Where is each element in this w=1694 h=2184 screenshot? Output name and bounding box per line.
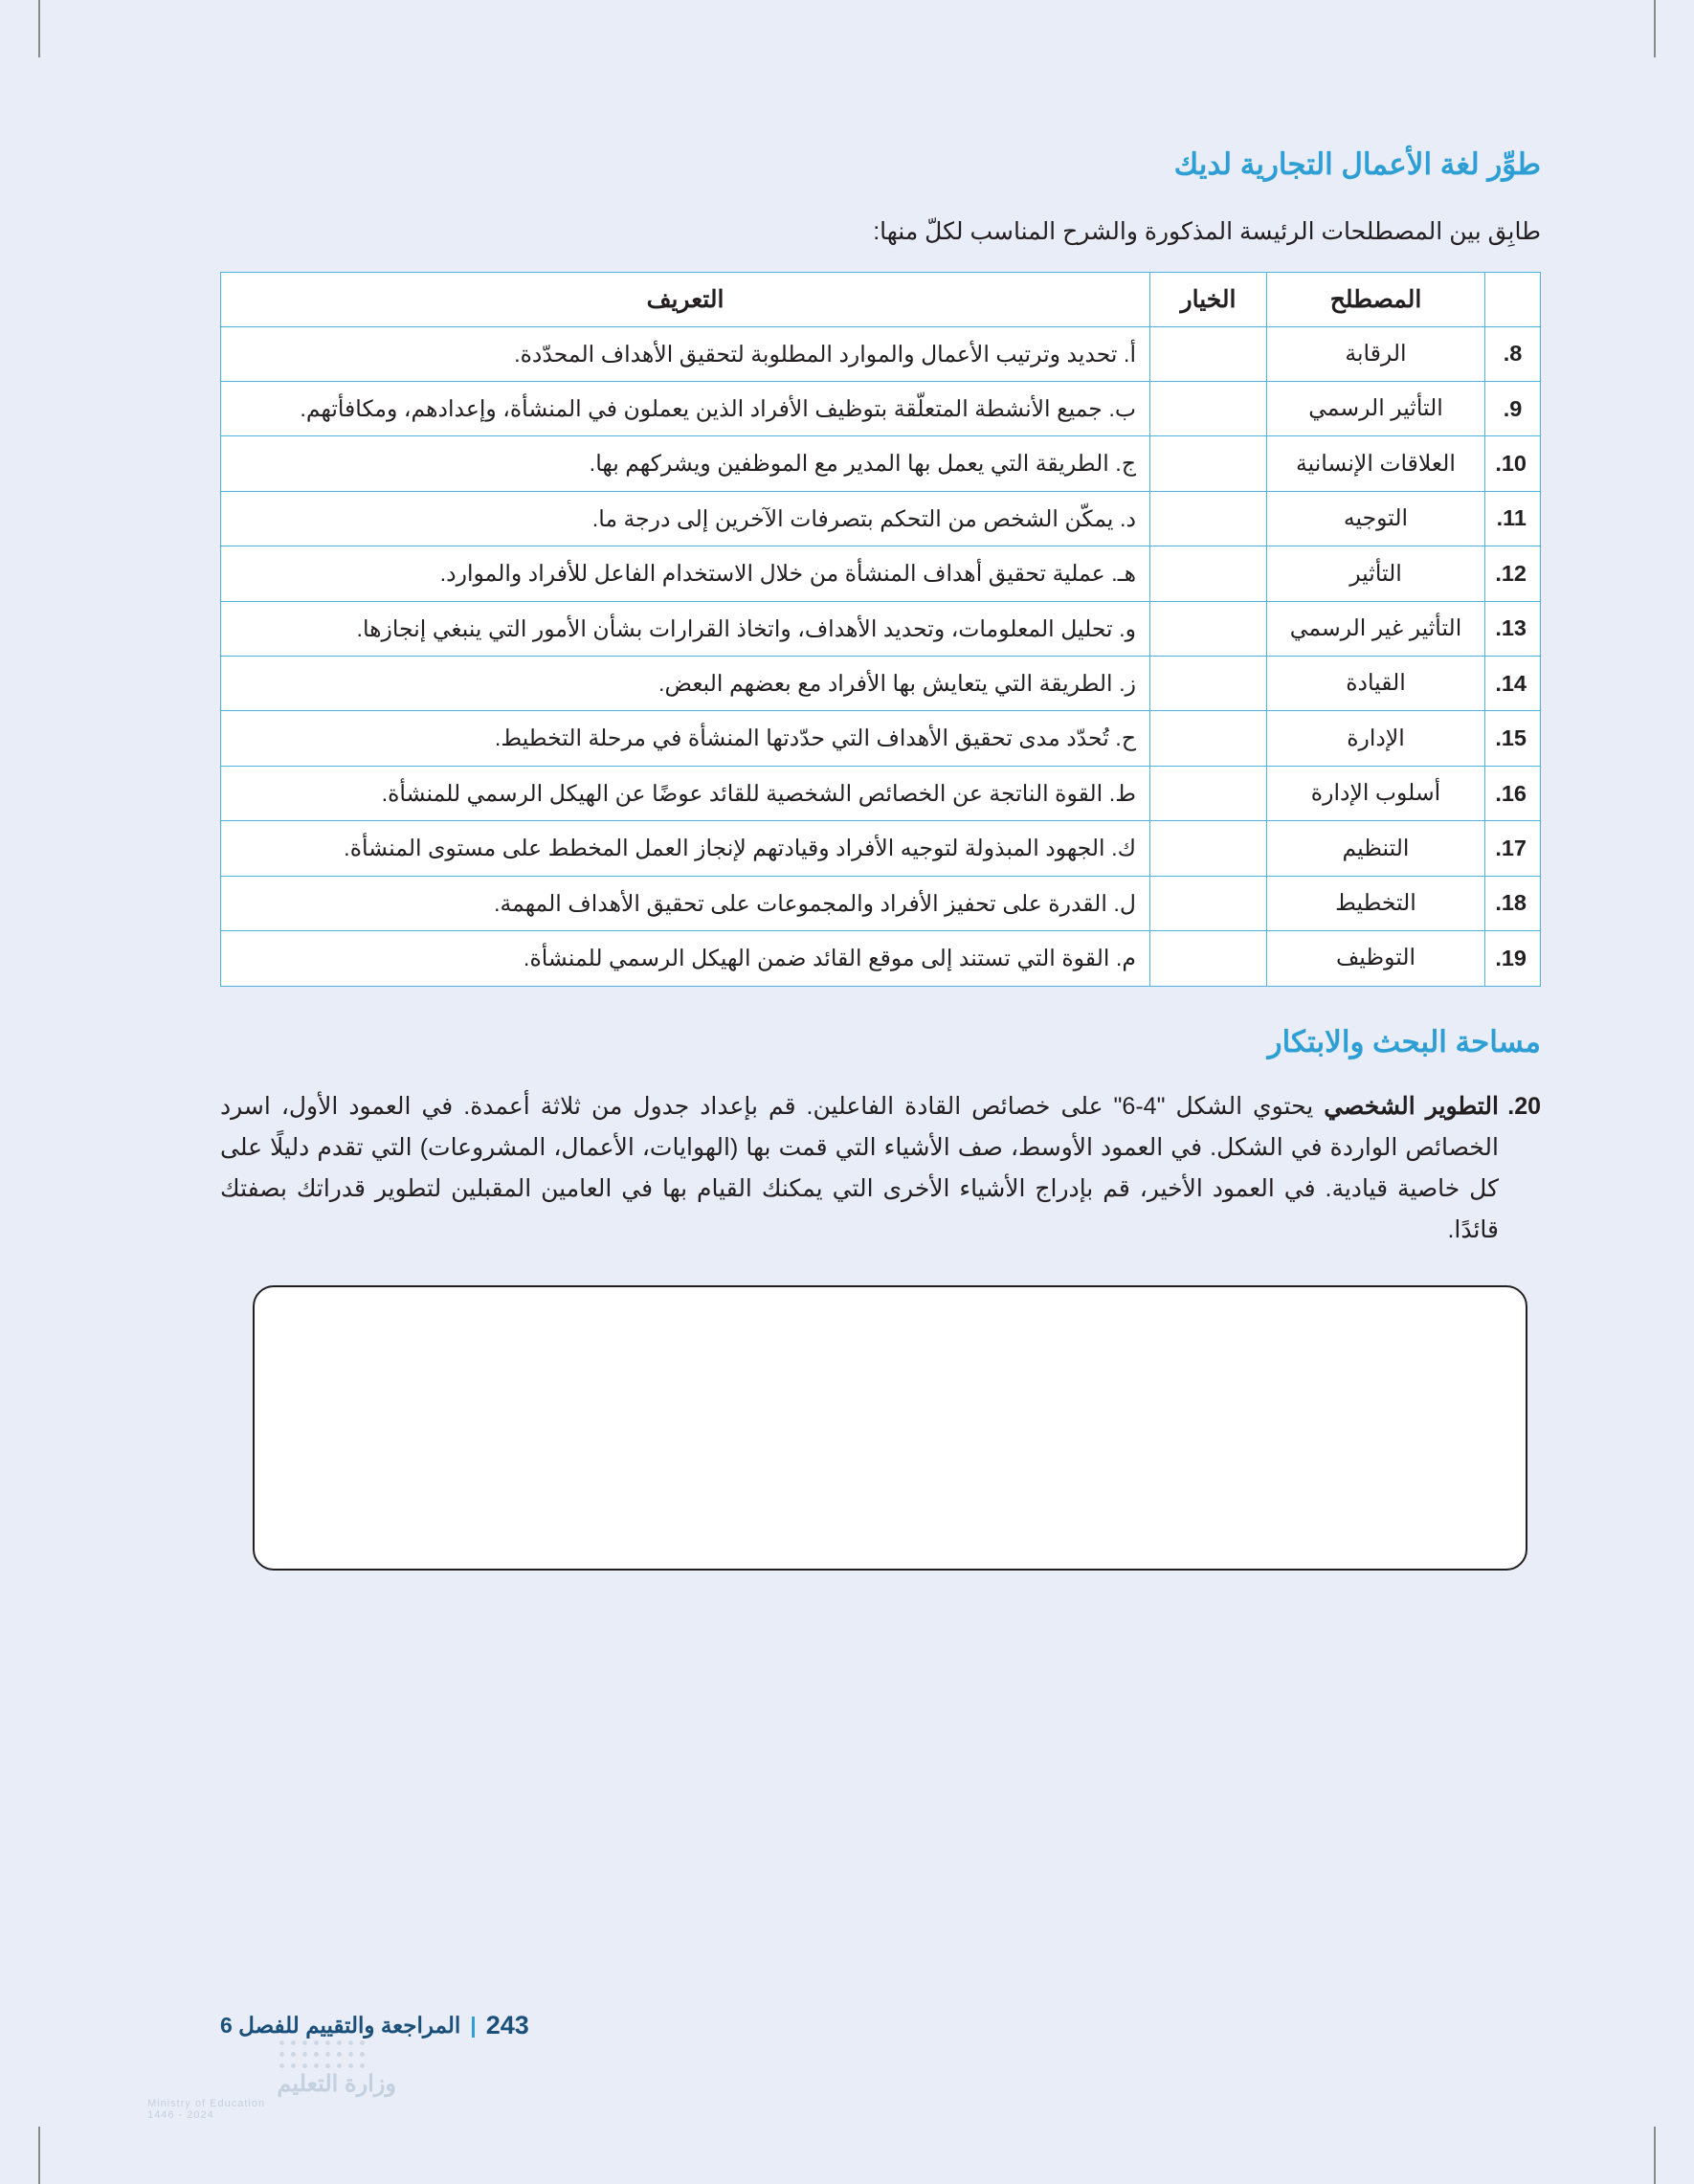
row-number: 19. xyxy=(1485,931,1541,986)
table-row xyxy=(221,381,1541,435)
row-number: 8. xyxy=(1485,326,1541,381)
row-choice-input[interactable] xyxy=(1150,381,1267,435)
row-number: 10. xyxy=(1485,436,1541,491)
table-row xyxy=(221,601,1541,656)
ministry-year: 1446 - 2024 xyxy=(147,2109,214,2121)
ministry-name-arabic: وزارة التعليم xyxy=(277,2071,396,2097)
footer-separator: | xyxy=(470,2013,477,2038)
row-choice-input[interactable] xyxy=(1150,601,1267,656)
row-number: 14. xyxy=(1485,657,1541,711)
question-body: يحتوي الشكل "4-6" على خصائص القادة الفاعلين. قم بإعداد جدول من ثلاثة أعمدة. في العمود الأول، اسرد الخصائص الواردة في الشكل. في العمود الأوسط، صف الأشياء التي قمت بها (الهوايات، الأعمال، المشروعات) التي تقدم دليلًا على كل خاصية قيادية. في العمود الأخير، قم بإدراج الأشياء الأخرى التي يمكنك القيام بها في العامين المقبلين لتطوير قدراتك بصفتك قائدًا. xyxy=(220,1092,1500,1243)
row-term: العلاقات الإنسانية xyxy=(1267,436,1485,491)
question-number: 20. xyxy=(1507,1092,1541,1120)
row-term: التوظيف xyxy=(1267,931,1485,986)
page-content xyxy=(220,147,1541,1571)
row-definition: م. القوة التي تستند إلى موقع القائد ضمن الهيكل الرسمي للمنشأة. xyxy=(221,931,1150,986)
row-choice-input[interactable] xyxy=(1150,546,1267,601)
crop-mark-top-left xyxy=(38,0,40,57)
row-definition: ط. القوة الناتجة عن الخصائص الشخصية للقائد عوضًا عن الهيكل الرسمي للمنشأة. xyxy=(221,766,1150,820)
crop-mark-bottom-left xyxy=(38,2127,40,2184)
row-number: 15. xyxy=(1485,711,1541,766)
matching-table-body xyxy=(221,326,1541,986)
row-term: الإدارة xyxy=(1267,711,1485,766)
row-term: التخطيط xyxy=(1267,876,1485,930)
crop-mark-bottom-right xyxy=(1654,2127,1656,2184)
table-header-row xyxy=(221,272,1541,326)
page-title: طوِّر لغة الأعمال التجارية لديك xyxy=(1173,147,1541,181)
row-choice-input[interactable] xyxy=(1150,821,1267,876)
table-row xyxy=(221,711,1541,766)
table-row xyxy=(221,821,1541,876)
question-keyword: التطوير الشخصي xyxy=(1324,1092,1499,1120)
row-choice-input[interactable] xyxy=(1150,876,1267,930)
row-number: 17. xyxy=(1485,821,1541,876)
matching-instruction: طابِق بين المصطلحات الرئيسة المذكورة والشرح المناسب لكلّ منها: xyxy=(873,218,1541,245)
ministry-name-english: Ministry of Education xyxy=(147,2098,266,2109)
row-term: التأثير xyxy=(1267,546,1485,601)
row-number: 18. xyxy=(1485,876,1541,930)
answer-box[interactable] xyxy=(253,1285,1527,1571)
row-definition: ل. القدرة على تحفيز الأفراد والمجموعات على تحقيق الأهداف المهمة. xyxy=(221,876,1150,930)
row-choice-input[interactable] xyxy=(1150,931,1267,986)
row-term: التوجيه xyxy=(1267,491,1485,546)
row-choice-input[interactable] xyxy=(1150,326,1267,381)
research-section-title: مساحة البحث والابتكار xyxy=(1267,1024,1541,1059)
row-term: التأثير الرسمي xyxy=(1267,381,1485,435)
row-number: 9. xyxy=(1485,381,1541,435)
row-choice-input[interactable] xyxy=(1150,436,1267,491)
table-row xyxy=(221,546,1541,601)
column-header-definition: التعريف xyxy=(221,272,1150,326)
matching-table xyxy=(220,272,1541,987)
page-footer xyxy=(220,2011,1541,2040)
row-term: التأثير غير الرسمي xyxy=(1267,601,1485,656)
row-term: القيادة xyxy=(1267,657,1485,711)
row-number: 12. xyxy=(1485,546,1541,601)
table-row xyxy=(221,931,1541,986)
paper-sheet xyxy=(59,13,1635,2167)
footer-chapter-label: المراجعة والتقييم للفصل 6 xyxy=(220,2013,461,2038)
page-number: 243 xyxy=(485,2011,529,2039)
table-row xyxy=(221,657,1541,711)
row-definition: ج. الطريقة التي يعمل بها المدير مع الموظفين ويشركهم بها. xyxy=(221,436,1150,491)
row-term: التنظيم xyxy=(1267,821,1485,876)
table-row xyxy=(221,876,1541,930)
table-row xyxy=(221,766,1541,820)
row-definition: ح. تُحدّد مدى تحقيق الأهداف التي حدّدتها المنشأة في مرحلة التخطيط. xyxy=(221,711,1150,766)
row-choice-input[interactable] xyxy=(1150,766,1267,820)
row-number: 13. xyxy=(1485,601,1541,656)
row-definition: ك. الجهود المبذولة لتوجيه الأفراد وقيادتهم لإنجاز العمل المخطط على مستوى المنشأة. xyxy=(221,821,1150,876)
research-question xyxy=(220,1086,1541,1251)
row-term: أسلوب الإدارة xyxy=(1267,766,1485,820)
row-definition: أ. تحديد وترتيب الأعمال والموارد المطلوبة لتحقيق الأهداف المحدّدة. xyxy=(221,326,1150,381)
row-definition: ب. جميع الأنشطة المتعلّقة بتوظيف الأفراد الذين يعملون في المنشأة، وإعدادهم، ومكافأتهم. xyxy=(221,381,1150,435)
column-header-blank xyxy=(1485,272,1541,326)
column-header-choice: الخيار xyxy=(1150,272,1267,326)
row-number: 16. xyxy=(1485,766,1541,820)
row-definition: ز. الطريقة التي يتعايش بها الأفراد مع بعضهم البعض. xyxy=(221,657,1150,711)
row-term: الرقابة xyxy=(1267,326,1485,381)
table-row xyxy=(221,326,1541,381)
table-row xyxy=(221,491,1541,546)
row-number: 11. xyxy=(1485,491,1541,546)
column-header-term: المصطلح xyxy=(1267,272,1485,326)
row-choice-input[interactable] xyxy=(1150,491,1267,546)
row-choice-input[interactable] xyxy=(1150,711,1267,766)
table-row xyxy=(221,436,1541,491)
row-choice-input[interactable] xyxy=(1150,657,1267,711)
row-definition: و. تحليل المعلومات، وتحديد الأهداف، واتخاذ القرارات بشأن الأمور التي ينبغي إنجازها. xyxy=(221,601,1150,656)
ministry-logo xyxy=(147,2070,396,2121)
row-definition: د. يمكّن الشخص من التحكم بتصرفات الآخرين إلى درجة ما. xyxy=(221,491,1150,546)
crop-mark-top-right xyxy=(1654,0,1656,57)
row-definition: هـ. عملية تحقيق أهداف المنشأة من خلال الاستخدام الفاعل للأفراد والموارد. xyxy=(221,546,1150,601)
